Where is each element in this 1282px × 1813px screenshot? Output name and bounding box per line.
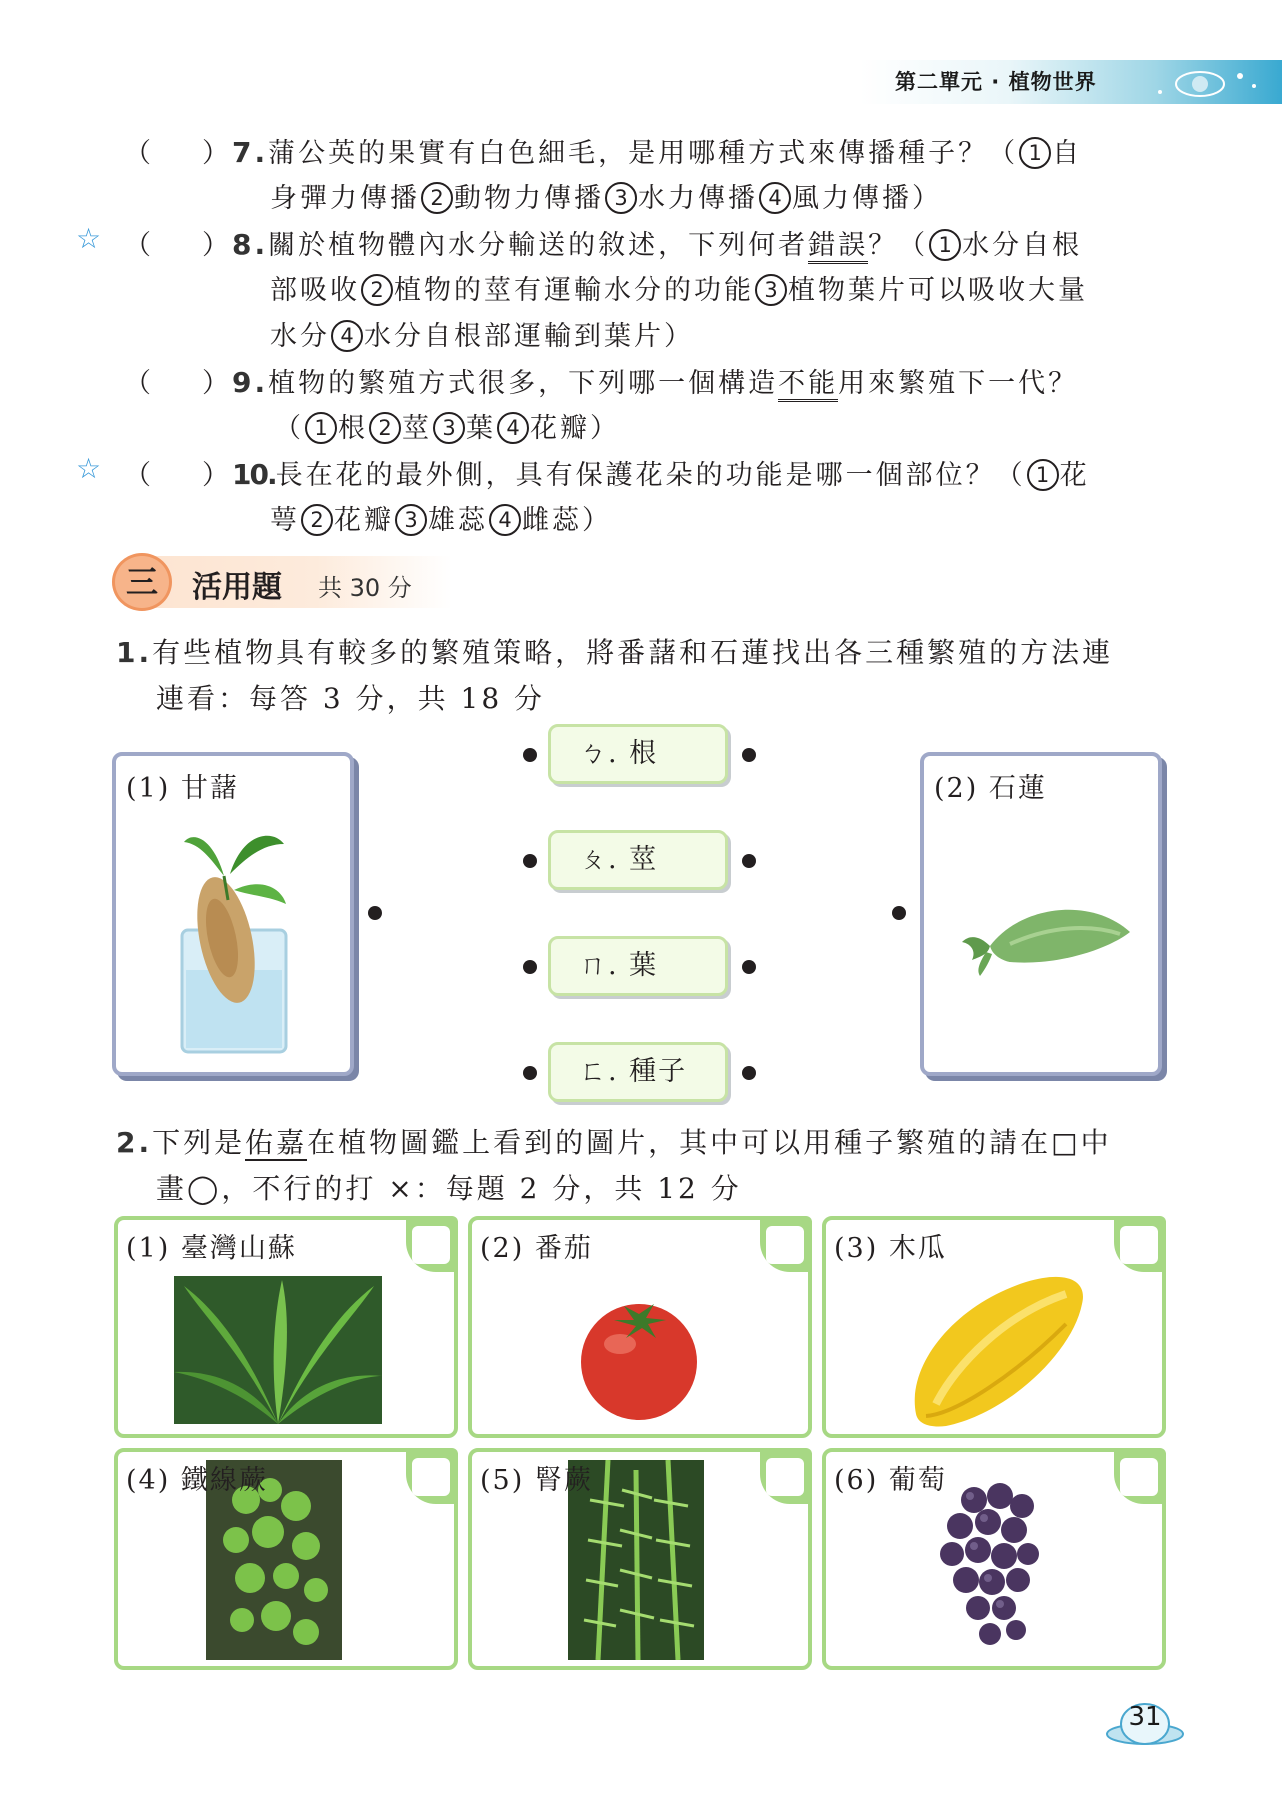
plant-card — [468, 1448, 812, 1670]
planet-decoration-icon — [1130, 62, 1280, 104]
plant-card — [114, 1448, 458, 1670]
option-dot-left[interactable] — [523, 960, 537, 974]
answer-box[interactable] — [1120, 1458, 1158, 1496]
bird-nest-fern-image — [174, 1276, 382, 1424]
question-8-line2: 部吸收 2 植物的莖有運輸水分的功能 3 植物葉片可以吸收大量 — [270, 275, 1088, 306]
q1-text: 1.有些植物具有較多的繁殖策略，將番藷和石蓮找出各三種繁殖的方法連 — [116, 636, 1114, 669]
left-connector-dot[interactable] — [368, 906, 382, 920]
right-connector-dot[interactable] — [892, 906, 906, 920]
plant-card — [822, 1216, 1166, 1438]
answer-box[interactable] — [412, 1458, 450, 1496]
answer-box[interactable] — [412, 1226, 450, 1264]
unit-title: 第二單元 · 植物世界 — [895, 70, 1097, 94]
question-10-line2: 萼 2 花瓣 3 雄蕊 4 雌蕊） — [270, 505, 612, 536]
option-dot-right[interactable] — [742, 1066, 756, 1080]
echeveria-frame — [920, 752, 1162, 1076]
question-7-line2: 身彈力傳播 2 動物力傳播 3 水力傳播 4 風力傳播） — [270, 183, 942, 214]
question-8-line3: 水分 4 水分自根部運輸到葉片） — [270, 321, 694, 352]
answer-box[interactable] — [1120, 1226, 1158, 1264]
option-dot-left[interactable] — [523, 1066, 537, 1080]
q1-text-line2: 連看：每答 3 分，共 18 分 — [156, 682, 546, 715]
card-label: (1) 臺灣山蘇 — [126, 1233, 297, 1264]
option-stem: ㄆ. 莖 — [548, 830, 728, 890]
question-9-line2: （ 1 根 2 莖 3 葉 4 花瓣） — [274, 413, 620, 444]
section-title: 活用題 — [192, 570, 282, 605]
option-leaf: ㄇ. 葉 — [548, 936, 728, 996]
sweet-potato-frame — [112, 752, 354, 1076]
section-badge: 三 — [112, 553, 172, 611]
papaya-image — [896, 1264, 1096, 1434]
option-dot-right[interactable] — [742, 854, 756, 868]
card-label: (5) 腎蕨 — [480, 1465, 593, 1496]
answer-box[interactable] — [766, 1458, 804, 1496]
option-dot-right[interactable] — [742, 748, 756, 762]
star-icon: ☆ — [76, 452, 102, 485]
card-label: (3) 木瓜 — [834, 1233, 947, 1264]
question-9: （ ）9.植物的繁殖方式很多，下列哪一個構造不能用來繁殖下一代？ — [124, 360, 1078, 406]
option-dot-right[interactable] — [742, 960, 756, 974]
tomato-image — [574, 1292, 704, 1422]
plant-card — [468, 1216, 812, 1438]
echeveria-label: (2) 石蓮 — [934, 773, 1047, 804]
sweet-potato-label: (1) 甘藷 — [126, 773, 239, 804]
q2-text-line2: 畫◯，不行的打 ×：每題 2 分，共 12 分 — [156, 1172, 742, 1205]
option-seed: ㄈ. 種子 — [548, 1042, 728, 1102]
question-10: （ ）10.長在花的最外側，具有保護花朵的功能是哪一個部位？（ 1 花 — [124, 458, 1090, 491]
grapes-image — [930, 1470, 1050, 1660]
plant-card — [114, 1216, 458, 1438]
question-8: （ ）8.關於植物體內水分輸送的敘述，下列何者錯誤？（ 1 水分自根 — [124, 222, 1082, 268]
question-7: （ ）7.蒲公英的果實有白色細毛，是用哪種方式來傳播種子？（ 1 自 — [124, 136, 1083, 169]
plant-card — [822, 1448, 1166, 1670]
option-dot-left[interactable] — [523, 748, 537, 762]
answer-box[interactable] — [766, 1226, 804, 1264]
card-label: (6) 葡萄 — [834, 1465, 947, 1496]
echeveria-leaf-image — [950, 896, 1140, 986]
sweet-potato-image — [164, 820, 304, 1060]
card-label: (2) 番茄 — [480, 1233, 593, 1264]
option-root: ㄅ. 根 — [548, 724, 728, 784]
q2-text: 2.下列是佑嘉在植物圖鑑上看到的圖片，其中可以用種子繁殖的請在□中 — [116, 1126, 1112, 1159]
card-label: (4) 鐵線蕨 — [126, 1465, 268, 1496]
page-number: 31 — [1128, 1702, 1162, 1732]
star-icon: ☆ — [76, 222, 102, 255]
section-score: 共 30 分 — [318, 574, 412, 602]
option-dot-left[interactable] — [523, 854, 537, 868]
